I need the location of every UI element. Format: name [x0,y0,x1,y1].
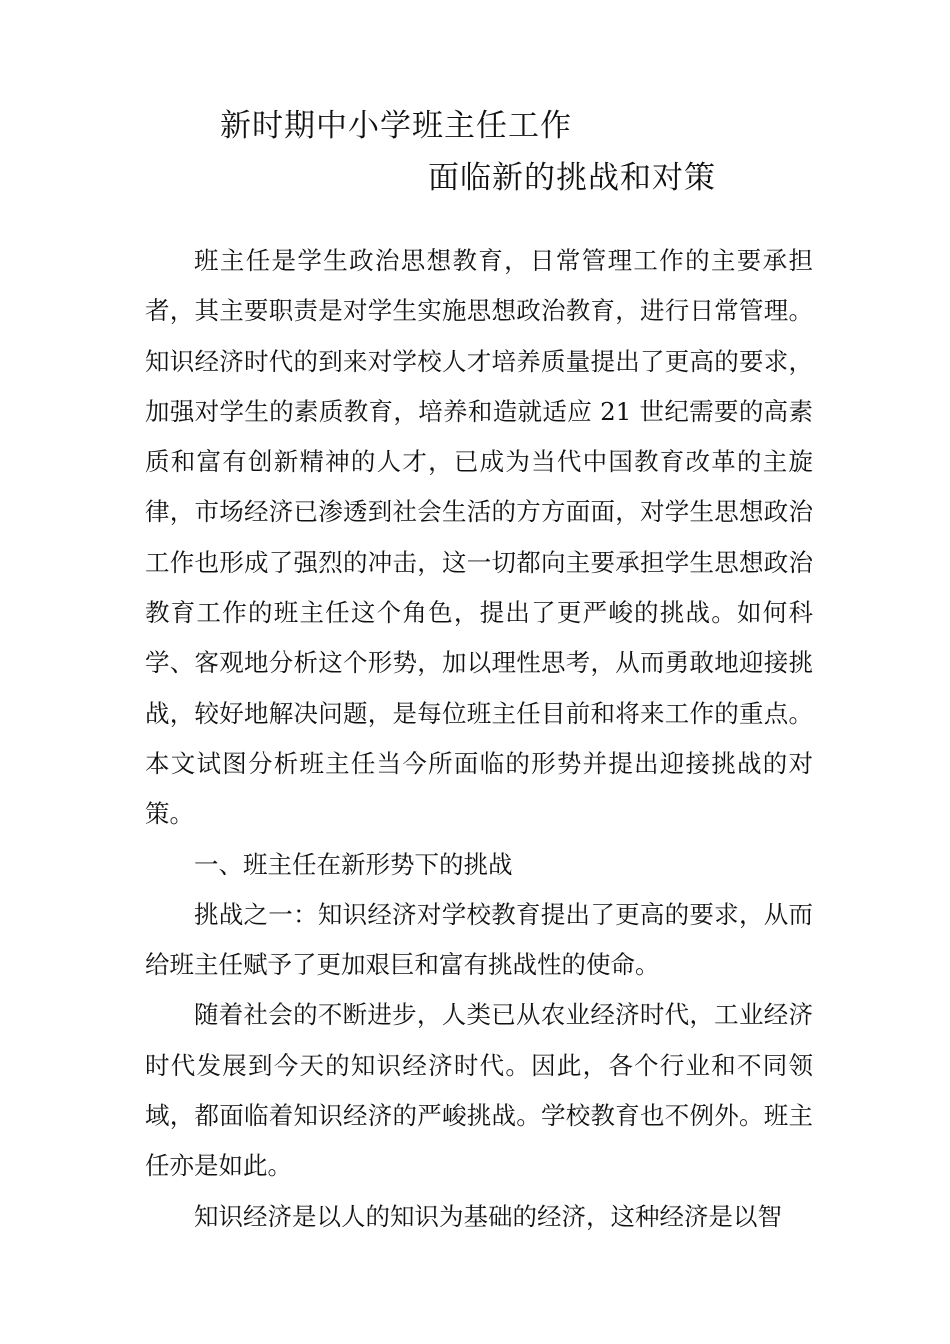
title-line-1: 新时期中小学班主任工作 [220,108,572,144]
body-text [145,236,813,1242]
paragraph-social-progress: 随着社会的不断进步，人类已从农业经济时代，工业经济时代发展到今天的知识经济时代。因此，各个行业和不同领域，都面临着知识经济的严峻挑战。学校教育也不例外。班主任亦是如此。 [145,1000,813,1181]
paragraph-intro: 班主任是学生政治思想教育，日常管理工作的主要承担者，其主要职责是对学生实施思想政治教育，进行日常管理。知识经济时代的到来对学校人才培养质量提出了更高的要求，加强对学生的素质教育，培养和造就适应 21 世纪需要的高素质和富有创新精神的人才，已成为当代中国教育改革的主旋律，市场经济已渗透到社会生活的方方面面，对学生思想政治工作也形成了强烈的冲击，这一切都向主要承担学生思想政治教育工作的班主任这个角色，提出了更严峻的挑战。如何科学、客观地分析这个形势，加以理性思考，从而勇敢地迎接挑战，较好地解决问题，是每位班主任目前和将来工作的重点。本文试图分析班主任当今所面临的形势并提出迎接挑战的对策。 [145,246,813,829]
paragraph-knowledge-economy: 知识经济是以人的知识为基础的经济，这种经济是以智 [194,1201,782,1231]
paragraph-challenge-one: 挑战之一：知识经济对学校教育提出了更高的要求，从而给班主任赋予了更加艰巨和富有挑战性的使命。 [145,899,813,980]
title-line-2: 面临新的挑战和对策 [428,160,716,196]
section-heading: 一、班主任在新形势下的挑战 [194,849,513,879]
